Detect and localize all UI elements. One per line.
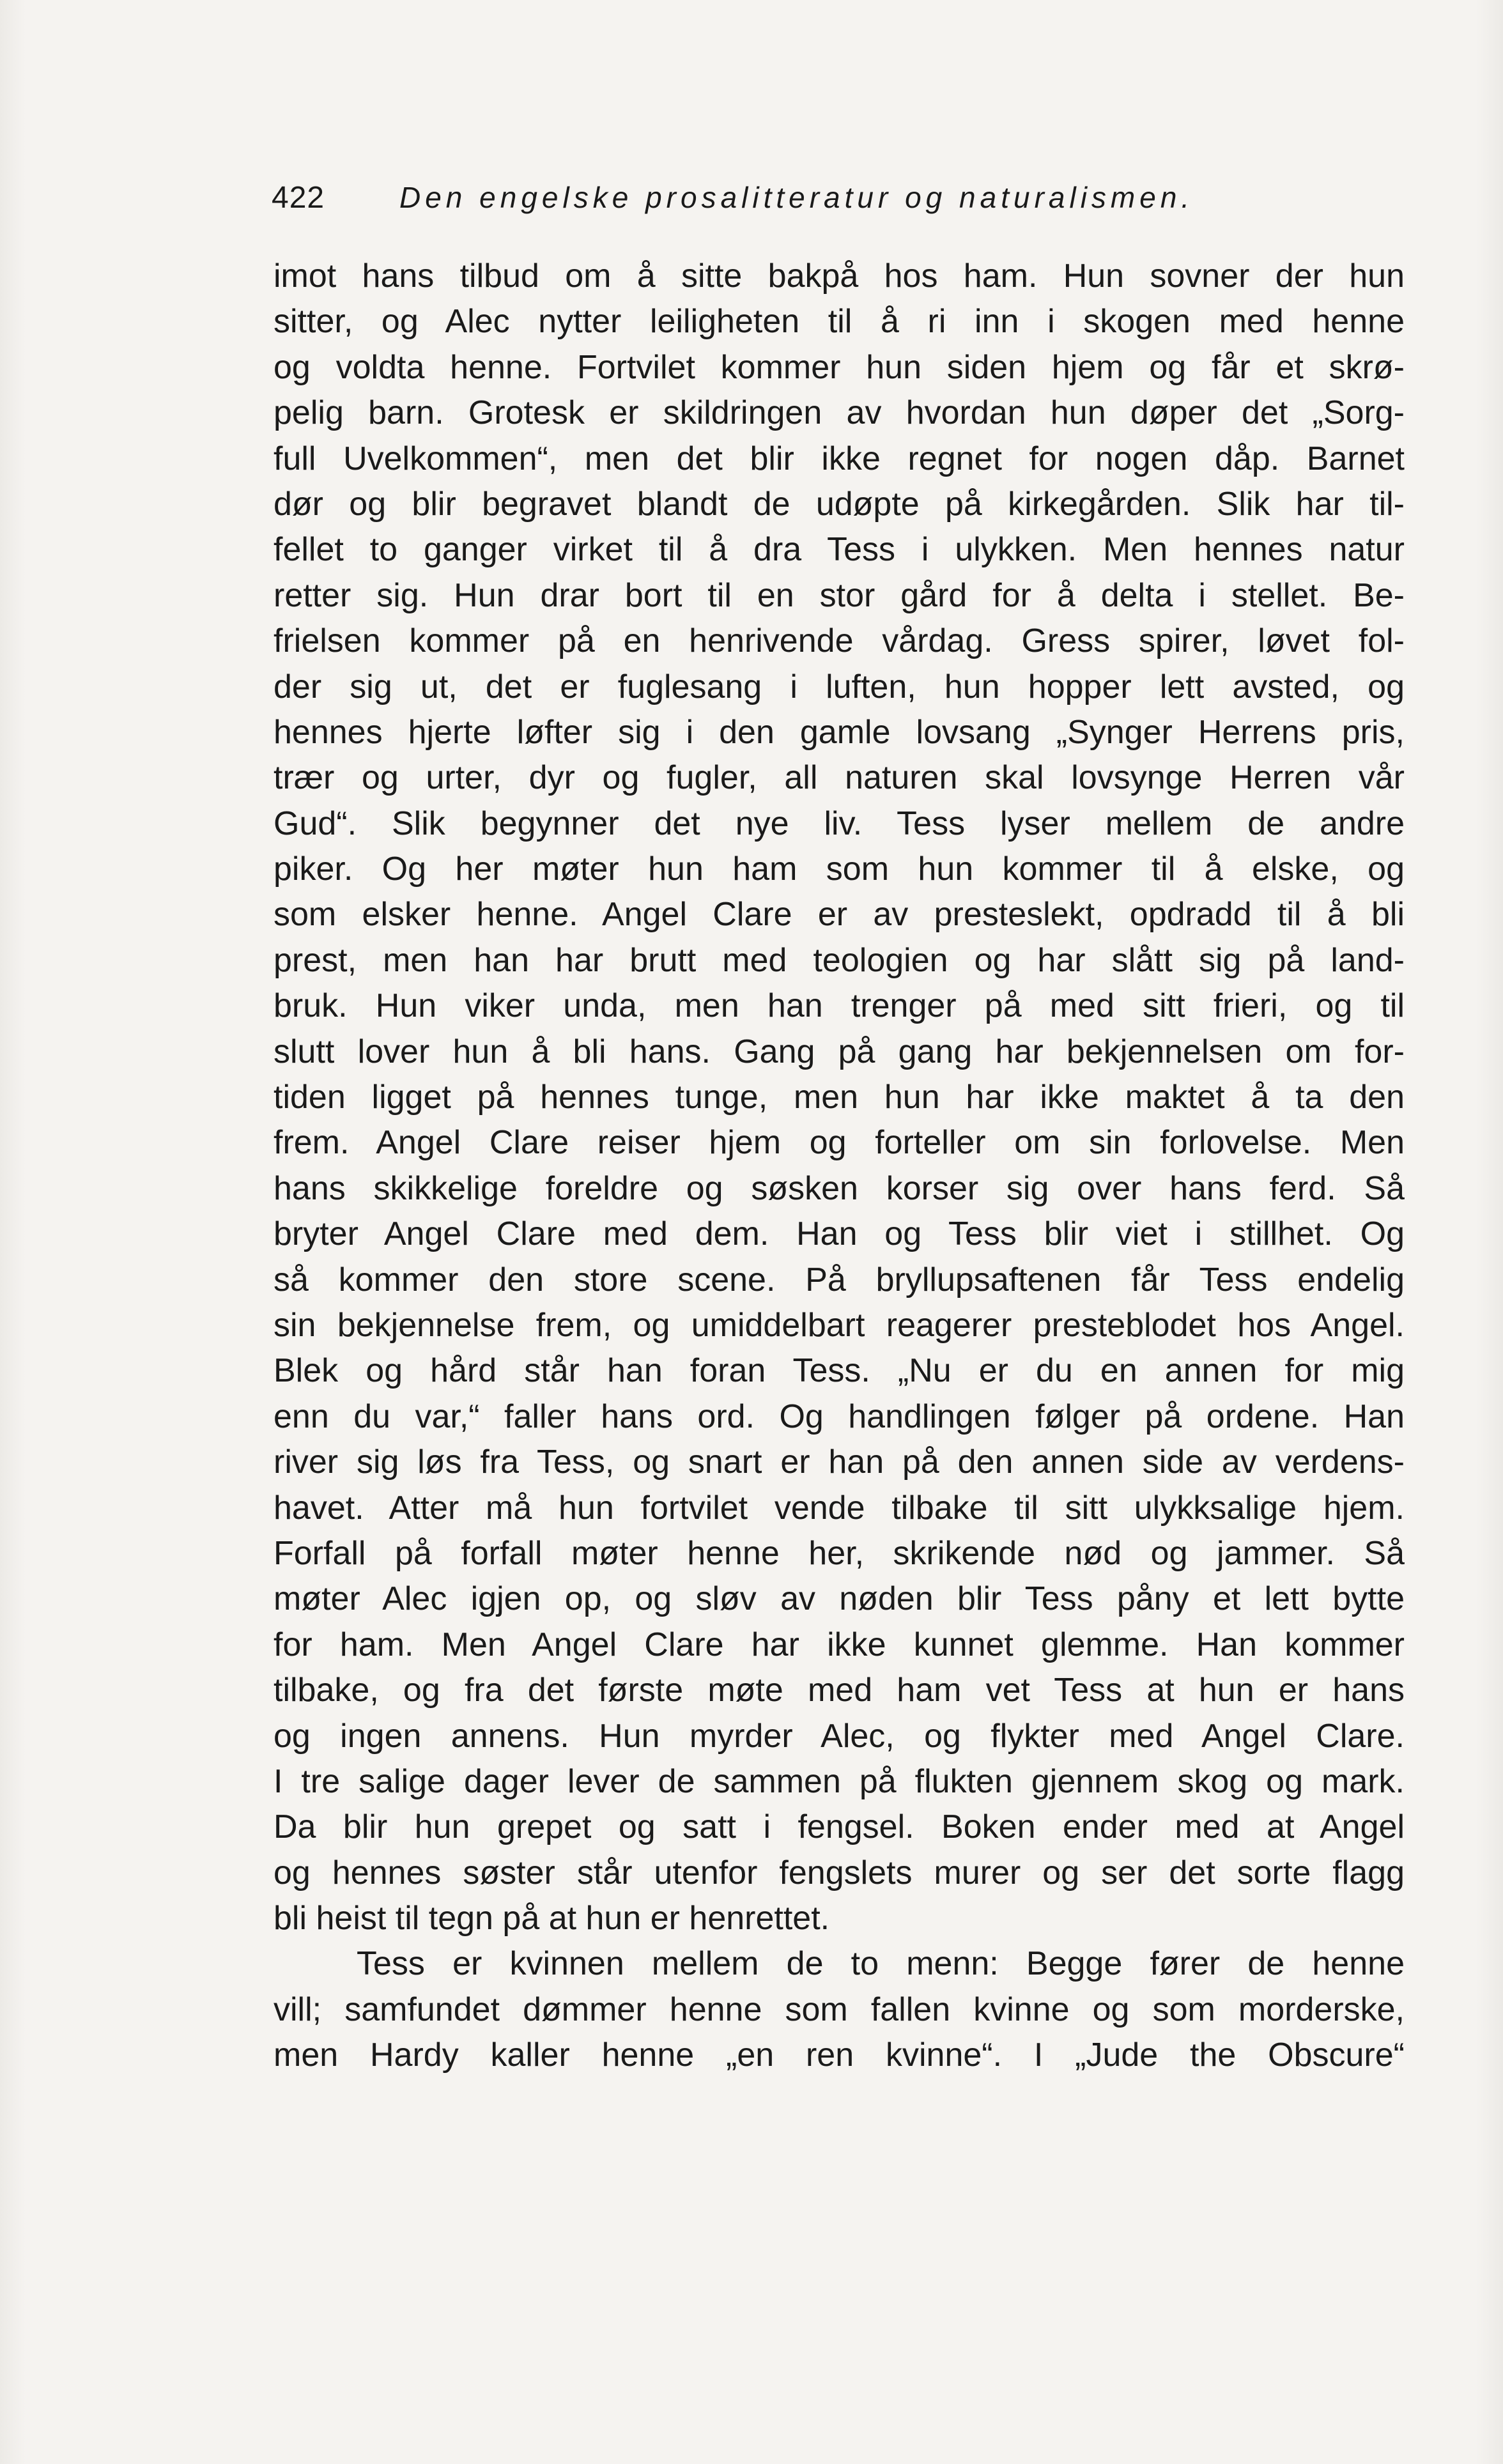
text-line: I tre salige dager lever de sammen på flukten gjennem skog og mark. <box>274 1762 1405 1800</box>
text-line: der sig ut, det er fuglesang i luften, hun hopper lett avsted, og <box>274 668 1405 705</box>
text-line: bryter Angel Clare med dem. Han og Tess blir viet i stillhet. Og <box>274 1215 1405 1253</box>
text-line: frem. Angel Clare reiser hjem og forteller om sin forlovelse. Men <box>274 1124 1405 1162</box>
text-line: trær og urter, dyr og fugler, all naturen skal lovsynge Herren vår <box>274 759 1405 797</box>
text-line: for ham. Men Angel Clare har ikke kunnet glemme. Han kommer <box>274 1626 1405 1663</box>
text-line: vill; samfundet dømmer henne som fallen kvinne og som morderske, <box>274 1990 1405 2028</box>
text-line: prest, men han har brutt med teologien og har slått sig på land- <box>274 941 1405 979</box>
text-line: bruk. Hun viker unda, men han trenger på med sitt frieri, og til <box>274 987 1405 1025</box>
text-line: Blek og hård står han foran Tess. „Nu er du en annen for mig <box>274 1352 1405 1390</box>
text-line: sitter, og Alec nytter leiligheten til å ri inn i skogen med henne <box>274 303 1405 341</box>
text-line: piker. Og her møter hun ham som hun kommer til å elske, og <box>274 851 1405 888</box>
text-line: pelig barn. Grotesk er skildringen av hvordan hun døper det „Sorg- <box>274 394 1405 432</box>
paragraph-start-line: Tess er kvinnen mellem de to menn: Begge fører de henne <box>357 1945 1405 1983</box>
text-line: full Uvelkommen“, men det blir ikke regnet for nogen dåp. Barnet <box>274 440 1405 477</box>
text-line: men Hardy kaller henne „en ren kvinne“. I „Jude the Obscure“ <box>274 2037 1405 2074</box>
text-line: Gud“. Slik begynner det nye liv. Tess lyser mellem de andre <box>274 805 1405 842</box>
text-line: og ingen annens. Hun myrder Alec, og flykter med Angel Clare. <box>274 1717 1405 1755</box>
running-title: Den engelske prosalitteratur og naturalismen. <box>399 181 1194 214</box>
text-line: og voldta henne. Fortvilet kommer hun siden hjem og får et skrø- <box>274 348 1405 386</box>
text-line: havet. Atter må hun fortvilet vende tilbake til sitt ulykksalige hjem. <box>274 1489 1405 1527</box>
text-line: Forfall på forfall møter henne her, skrikende nød og jammer. Så <box>274 1534 1405 1572</box>
text-line: enn du var,“ faller hans ord. Og handlingen følger på ordene. Han <box>274 1398 1405 1435</box>
text-line: retter sig. Hun drar bort til en stor gård for å delta i stellet. Be- <box>274 576 1405 614</box>
text-line: hennes hjerte løfter sig i den gamle lovsang „Synger Herrens pris, <box>274 713 1405 751</box>
text-line: fellet to ganger virket til å dra Tess i ulykken. Men hennes natur <box>274 531 1405 569</box>
text-line: tiden ligget på hennes tunge, men hun har ikke maktet å ta den <box>274 1079 1405 1116</box>
text-line: river sig løs fra Tess, og snart er han på den annen side av verdens- <box>274 1444 1405 1481</box>
text-line: frielsen kommer på en henrivende vårdag. Gress spirer, løvet fol- <box>274 622 1405 660</box>
running-head <box>272 180 1422 225</box>
page-number: 422 <box>272 181 325 215</box>
text-line: som elsker henne. Angel Clare er av presteslekt, opdradd til å bli <box>274 896 1405 934</box>
text-line: hans skikkelige foreldre og søsken korser sig over hans ferd. Så <box>274 1169 1405 1207</box>
paragraph-end-line: bli heist til tegn på at hun er henrettet. <box>274 1900 830 1937</box>
body-text <box>274 254 1405 2079</box>
text-line: dør og blir begravet blandt de udøpte på kirkegården. Slik har til- <box>274 485 1405 523</box>
text-line: imot hans tilbud om å sitte bakpå hos ham. Hun sovner der hun <box>274 258 1405 295</box>
text-line: møter Alec igjen op, og sløv av nøden blir Tess påny et lett bytte <box>274 1580 1405 1618</box>
text-line: slutt lover hun å bli hans. Gang på gang har bekjennelsen om for- <box>274 1033 1405 1070</box>
text-line: tilbake, og fra det første møte med ham vet Tess at hun er hans <box>274 1672 1405 1709</box>
text-line: og hennes søster står utenfor fengslets murer og ser det sorte flagg <box>274 1854 1405 1891</box>
text-line: så kommer den store scene. På bryllupsaftenen får Tess endelig <box>274 1261 1405 1298</box>
text-line: Da blir hun grepet og satt i fengsel. Boken ender med at Angel <box>274 1808 1405 1846</box>
text-line: sin bekjennelse frem, og umiddelbart reagerer presteblodet hos Angel. <box>274 1306 1405 1344</box>
